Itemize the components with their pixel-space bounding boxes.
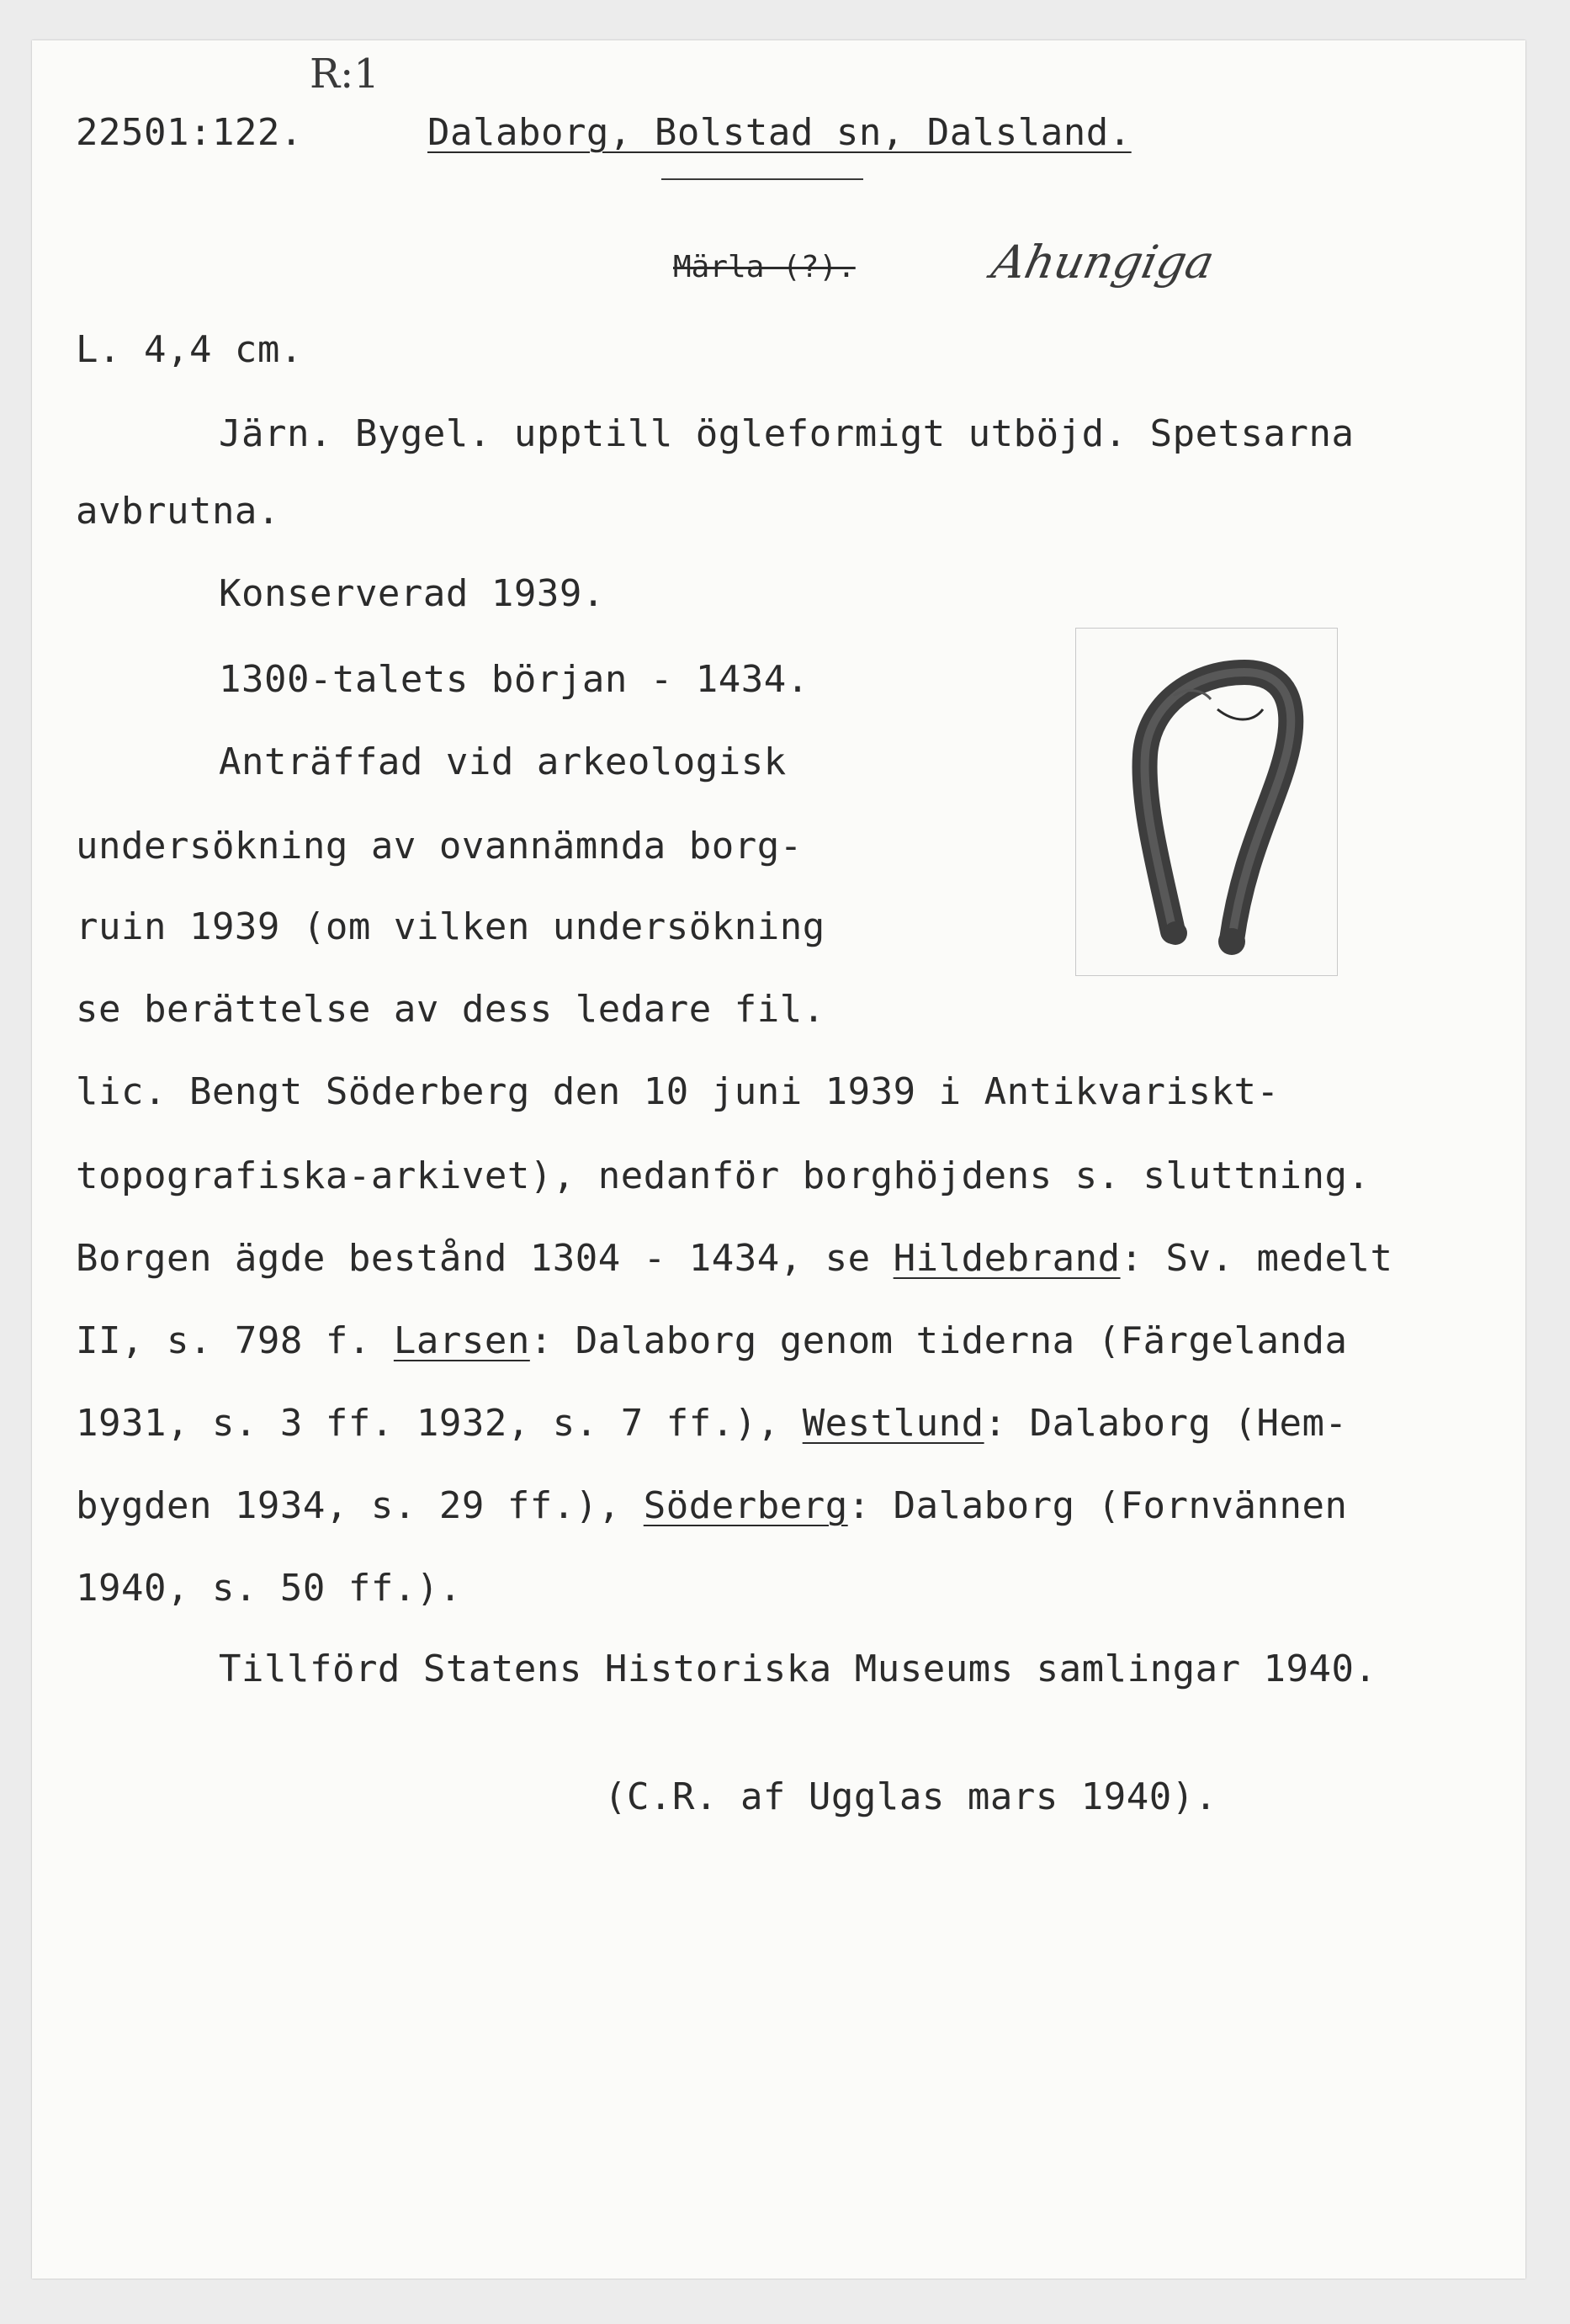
- description-line: avbrutna.: [76, 490, 280, 533]
- reference-line: Borgen ägde bestånd 1304 - 1434, se Hildebrand: Sv. medelt: [76, 1237, 1393, 1280]
- shelf-mark: R:1: [310, 50, 379, 98]
- catalog-card: [32, 40, 1525, 2279]
- object-photo: [1075, 628, 1338, 976]
- ref-soderberg: Söderberg: [643, 1484, 848, 1527]
- find-location: Dalaborg, Bolstad sn, Dalsland.: [427, 111, 1132, 154]
- description-line: Järn. Bygel. upptill ögleformigt utböjd. Spetsarna: [219, 412, 1355, 455]
- accession-note: Tillförd Statens Historiska Museums samlingar 1940.: [219, 1647, 1377, 1690]
- object-name-handwritten: Ahungiga: [987, 236, 1219, 289]
- description-line: 1300-talets början - 1434.: [219, 658, 809, 701]
- ref-westlund: Westlund: [802, 1402, 984, 1445]
- length-measure: L. 4,4 cm.: [76, 328, 303, 371]
- description-line: Konserverad 1939.: [219, 572, 605, 615]
- description-line: Anträffad vid arkeologisk: [219, 740, 787, 783]
- title-rule: [661, 178, 863, 180]
- reference-line: II, s. 798 f. Larsen: Dalaborg genom tiderna (Färgelanda: [76, 1319, 1348, 1362]
- iron-staple-image: [1076, 629, 1337, 975]
- description-line: se berättelse av dess ledare fil.: [76, 988, 825, 1031]
- ref-hildebrand: Hildebrand: [893, 1237, 1121, 1280]
- description-line: undersökning av ovannämnda borg-: [76, 825, 803, 868]
- signature: (C.R. af Ugglas mars 1940).: [604, 1775, 1217, 1818]
- description-line: lic. Bengt Söderberg den 10 juni 1939 i Antikvariskt-: [76, 1070, 1280, 1113]
- description-line: topografiska-arkivet), nedanför borghöjdens s. sluttning.: [76, 1154, 1371, 1197]
- reference-line: bygden 1934, s. 29 ff.), Söderberg: Dalaborg (Fornvännen: [76, 1484, 1348, 1527]
- catalog-number: 22501:122.: [76, 111, 303, 154]
- ref-larsen: Larsen: [393, 1319, 530, 1362]
- description-line: ruin 1939 (om vilken undersökning: [76, 905, 825, 948]
- object-name-typed: Märla (?).: [673, 250, 856, 284]
- reference-line: 1940, s. 50 ff.).: [76, 1567, 462, 1610]
- reference-line: 1931, s. 3 ff. 1932, s. 7 ff.), Westlund: Dalaborg (Hem-: [76, 1402, 1348, 1445]
